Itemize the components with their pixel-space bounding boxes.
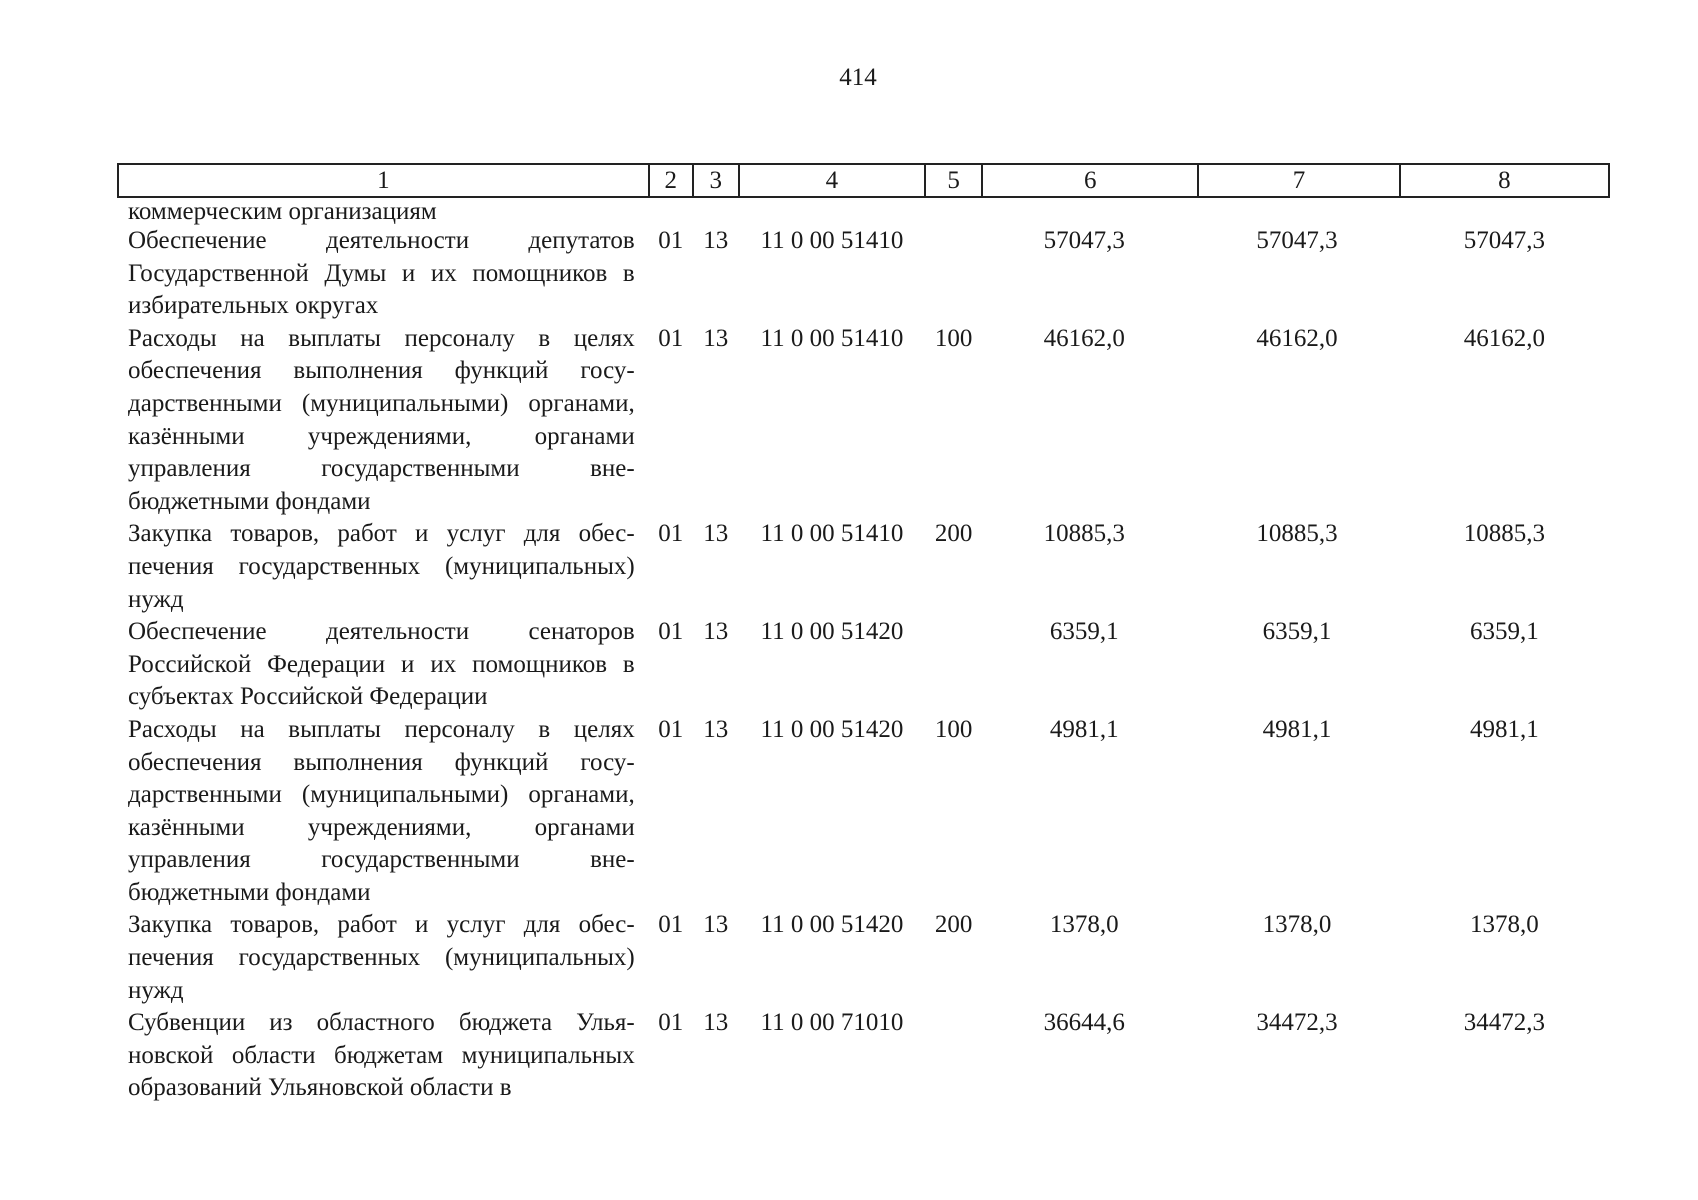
expense-type-code	[925, 197, 982, 225]
expense-type-code: 100	[934, 715, 973, 743]
subsection-code: 13	[703, 1009, 729, 1037]
subsection-code: 13	[703, 715, 729, 743]
column-header: 5	[925, 164, 982, 197]
row-description: Расходы на выплаты персоналу в целях обеспечения выполнения функций государственными (муниципальными) органами, казёнными учреждениями, органами управления государственными внебюджетными фондами	[128, 715, 635, 906]
column-header: 1	[118, 164, 649, 197]
amount-col-7: 6359,1	[1262, 618, 1332, 646]
subsection-code: 13	[703, 520, 729, 548]
amount-col-8: 6359,1	[1469, 618, 1539, 646]
target-article-code: 11 0 00 51410	[760, 520, 904, 548]
target-article-code: 11 0 00 71010	[760, 1009, 904, 1037]
amount-col-7: 1378,0	[1262, 911, 1332, 939]
amount-col-8: 46162,0	[1463, 324, 1545, 352]
amount-col-6: 57047,3	[1043, 227, 1125, 254]
subsection-code: 13	[703, 911, 729, 939]
amount-col-6: 10885,3	[1043, 520, 1125, 548]
table-row	[118, 518, 1609, 616]
amount-col-7: 57047,3	[1256, 227, 1338, 254]
row-description: Обеспечение деятельности сенаторов Российской Федерации и их помощников в субъектах Российской Федерации	[128, 618, 635, 711]
table-header-row	[118, 164, 1609, 197]
section-code: 01	[658, 1009, 684, 1037]
column-header: 4	[739, 164, 925, 197]
row-description: Субвенции из областного бюджета Ульяновской области бюджетам муниципальных образований Ульяновской области в	[128, 1009, 635, 1102]
row-description: Закупка товаров, работ и услуг для обеспечения государственных (муниципальных) нужд	[128, 520, 635, 613]
section-code: 01	[658, 520, 684, 548]
table-row	[118, 714, 1609, 910]
amount-col-7: 4981,1	[1262, 715, 1332, 743]
table-row	[118, 1007, 1609, 1105]
expense-type-code: 200	[934, 520, 973, 548]
column-header: 8	[1400, 164, 1609, 197]
table-row	[118, 323, 1609, 519]
amount-col-6: 4981,1	[1049, 715, 1119, 743]
target-article-code: 11 0 00 51410	[760, 227, 904, 254]
amount-col-6: 36644,6	[1043, 1009, 1125, 1037]
table-row	[118, 909, 1609, 1007]
amount-col-8: 57047,3	[1463, 227, 1545, 254]
row-description: Закупка товаров, работ и услуг для обеспечения государственных (муниципальных) нужд	[128, 911, 635, 1004]
amount-col-6: 46162,0	[1043, 324, 1125, 352]
expense-type-code	[925, 225, 982, 323]
amount-col-7: 10885,3	[1256, 520, 1338, 548]
amount-col-6: 6359,1	[1049, 618, 1119, 646]
amount-col-7: 34472,3	[1256, 1009, 1338, 1037]
subsection-code: 13	[703, 324, 729, 352]
amount-col-7: 46162,0	[1256, 324, 1338, 352]
amount-col-8: 10885,3	[1463, 520, 1545, 548]
row-description: Расходы на выплаты персоналу в целях обеспечения выполнения функций государственными (муниципальными) органами, казёнными учреждениями, органами управления государственными внебюджетными фондами	[128, 324, 635, 515]
amount-col-8: 34472,3	[1463, 1009, 1545, 1037]
section-code: 01	[658, 324, 684, 352]
section-code: 01	[658, 227, 684, 254]
row-description: коммерческим организациям	[128, 198, 437, 225]
column-header: 7	[1198, 164, 1399, 197]
budget-table	[117, 163, 1610, 1105]
amount-col-6	[982, 197, 1198, 225]
table-row	[118, 225, 1609, 323]
section-code: 01	[658, 911, 684, 939]
section-code: 01	[658, 715, 684, 743]
target-article-code: 11 0 00 51420	[760, 911, 904, 939]
target-article-code: 11 0 00 51420	[760, 618, 904, 646]
amount-col-6: 1378,0	[1049, 911, 1119, 939]
row-description: Обеспечение деятельности депутатов Государственной Думы и их помощников в избирательных округах	[128, 227, 635, 320]
table-row	[118, 197, 1609, 225]
expense-type-code: 100	[934, 324, 973, 352]
section-code	[649, 197, 693, 225]
column-header: 3	[693, 164, 739, 197]
table-row	[118, 616, 1609, 714]
expense-type-code	[925, 1007, 982, 1105]
expense-type-code	[925, 616, 982, 714]
target-article-code: 11 0 00 51420	[760, 715, 904, 743]
section-code: 01	[658, 618, 684, 646]
page-number: 414	[839, 64, 877, 91]
amount-col-8	[1400, 197, 1609, 225]
amount-col-8: 1378,0	[1469, 911, 1539, 939]
subsection-code: 13	[703, 618, 729, 646]
target-article-code	[739, 197, 925, 225]
column-header: 2	[649, 164, 693, 197]
expense-type-code: 200	[934, 911, 973, 939]
amount-col-8: 4981,1	[1469, 715, 1539, 743]
amount-col-7	[1198, 197, 1399, 225]
subsection-code: 13	[703, 227, 729, 254]
subsection-code	[693, 197, 739, 225]
target-article-code: 11 0 00 51410	[760, 324, 904, 352]
column-header: 6	[982, 164, 1198, 197]
